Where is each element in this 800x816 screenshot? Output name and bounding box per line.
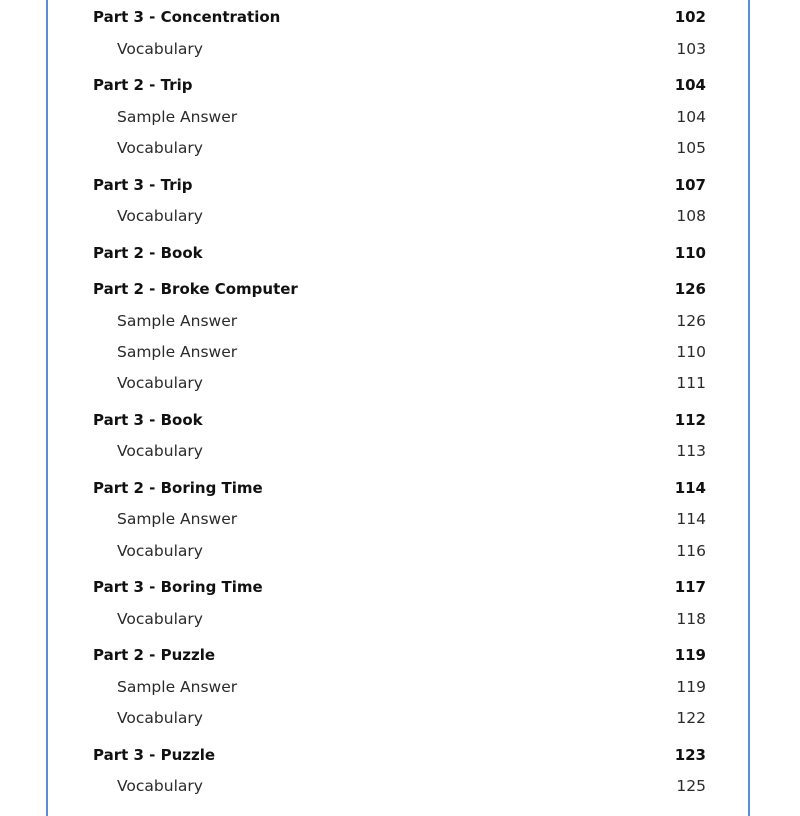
toc-entry-title: Vocabulary bbox=[117, 709, 203, 727]
toc-entry[interactable] bbox=[93, 5, 706, 29]
toc-entry[interactable] bbox=[93, 643, 706, 667]
toc-entry-page: 113 bbox=[676, 442, 706, 460]
toc-entry-title: Part 3 - Puzzle bbox=[93, 746, 216, 764]
toc-entry-page: 110 bbox=[676, 343, 706, 361]
toc-entry[interactable] bbox=[93, 575, 706, 599]
toc-entry-title: Vocabulary bbox=[117, 40, 203, 58]
toc-entry[interactable] bbox=[93, 371, 706, 395]
toc-entry[interactable] bbox=[93, 241, 706, 265]
toc-entry-title: Part 2 - Boring Time bbox=[93, 479, 263, 497]
toc-entry[interactable] bbox=[93, 439, 706, 463]
toc-entry[interactable] bbox=[93, 476, 706, 500]
toc-entry[interactable] bbox=[93, 408, 706, 432]
toc-entry-title: Part 2 - Puzzle bbox=[93, 646, 216, 664]
toc-entry[interactable] bbox=[93, 37, 706, 61]
toc-entry[interactable] bbox=[93, 607, 706, 631]
toc-entry[interactable] bbox=[93, 507, 706, 531]
toc-entry-page: 119 bbox=[674, 646, 706, 664]
toc-entry[interactable] bbox=[93, 706, 706, 730]
toc-entry-page: 104 bbox=[676, 108, 706, 126]
toc-entry-page: 112 bbox=[674, 411, 706, 429]
toc-entry-title: Part 3 - Boring Time bbox=[93, 578, 263, 596]
toc-entry[interactable] bbox=[93, 136, 706, 160]
toc-entry-title: Vocabulary bbox=[117, 374, 203, 392]
toc-entry-page: 116 bbox=[676, 542, 706, 560]
toc-entry-page: 105 bbox=[676, 139, 706, 157]
toc-entry[interactable] bbox=[93, 675, 706, 699]
toc-entry-title: Vocabulary bbox=[117, 442, 203, 460]
toc-entry-page: 118 bbox=[676, 610, 706, 628]
toc-entry[interactable] bbox=[93, 173, 706, 197]
toc-entry-title: Part 2 - Broke Computer bbox=[93, 280, 298, 298]
toc-entry-title: Vocabulary bbox=[117, 207, 203, 225]
toc-entry-page: 125 bbox=[676, 777, 706, 795]
toc-entry-page: 126 bbox=[676, 312, 706, 330]
toc-entry-page: 110 bbox=[674, 244, 706, 262]
toc-entry-page: 117 bbox=[674, 578, 706, 596]
toc-entry-page: 114 bbox=[674, 479, 706, 497]
toc-entry-title: Sample Answer bbox=[117, 343, 238, 361]
toc-entry[interactable] bbox=[93, 105, 706, 129]
toc-entry[interactable] bbox=[93, 340, 706, 364]
toc-entry-title: Sample Answer bbox=[117, 312, 238, 330]
toc-entry-title: Part 3 - Trip bbox=[93, 176, 193, 194]
toc-entry-title: Sample Answer bbox=[117, 510, 238, 528]
toc-entry[interactable] bbox=[93, 774, 706, 798]
toc-entry-title: Part 2 - Book bbox=[93, 244, 203, 262]
toc-entry[interactable] bbox=[93, 73, 706, 97]
toc-entry-page: 119 bbox=[676, 678, 706, 696]
toc-entry[interactable] bbox=[93, 309, 706, 333]
toc-entry[interactable] bbox=[93, 277, 706, 301]
toc-entry-title: Vocabulary bbox=[117, 542, 203, 560]
toc-entry-title: Part 3 - Concentration bbox=[93, 8, 281, 26]
toc-entry[interactable] bbox=[93, 204, 706, 228]
toc-entry[interactable] bbox=[93, 743, 706, 767]
toc-entry-title: Sample Answer bbox=[117, 678, 238, 696]
toc-entry-page: 103 bbox=[676, 40, 706, 58]
toc-entry-page: 108 bbox=[676, 207, 706, 225]
toc-entry-page: 126 bbox=[674, 280, 706, 298]
toc-entry-page: 107 bbox=[674, 176, 706, 194]
toc-entry-page: 114 bbox=[676, 510, 706, 528]
toc-entry[interactable] bbox=[93, 539, 706, 563]
toc-entry-title: Vocabulary bbox=[117, 610, 203, 628]
toc-entry-page: 111 bbox=[676, 374, 706, 392]
toc-entry-page: 122 bbox=[676, 709, 706, 727]
toc-entry-page: 104 bbox=[674, 76, 706, 94]
toc-entry-title: Part 3 - Book bbox=[93, 411, 203, 429]
toc-entry-title: Vocabulary bbox=[117, 139, 203, 157]
toc-entry-title: Part 2 - Trip bbox=[93, 76, 193, 94]
toc-entry-title: Sample Answer bbox=[117, 108, 238, 126]
toc-entry-page: 102 bbox=[674, 8, 706, 26]
toc-entry-page: 123 bbox=[674, 746, 706, 764]
toc-entry-title: Vocabulary bbox=[117, 777, 203, 795]
